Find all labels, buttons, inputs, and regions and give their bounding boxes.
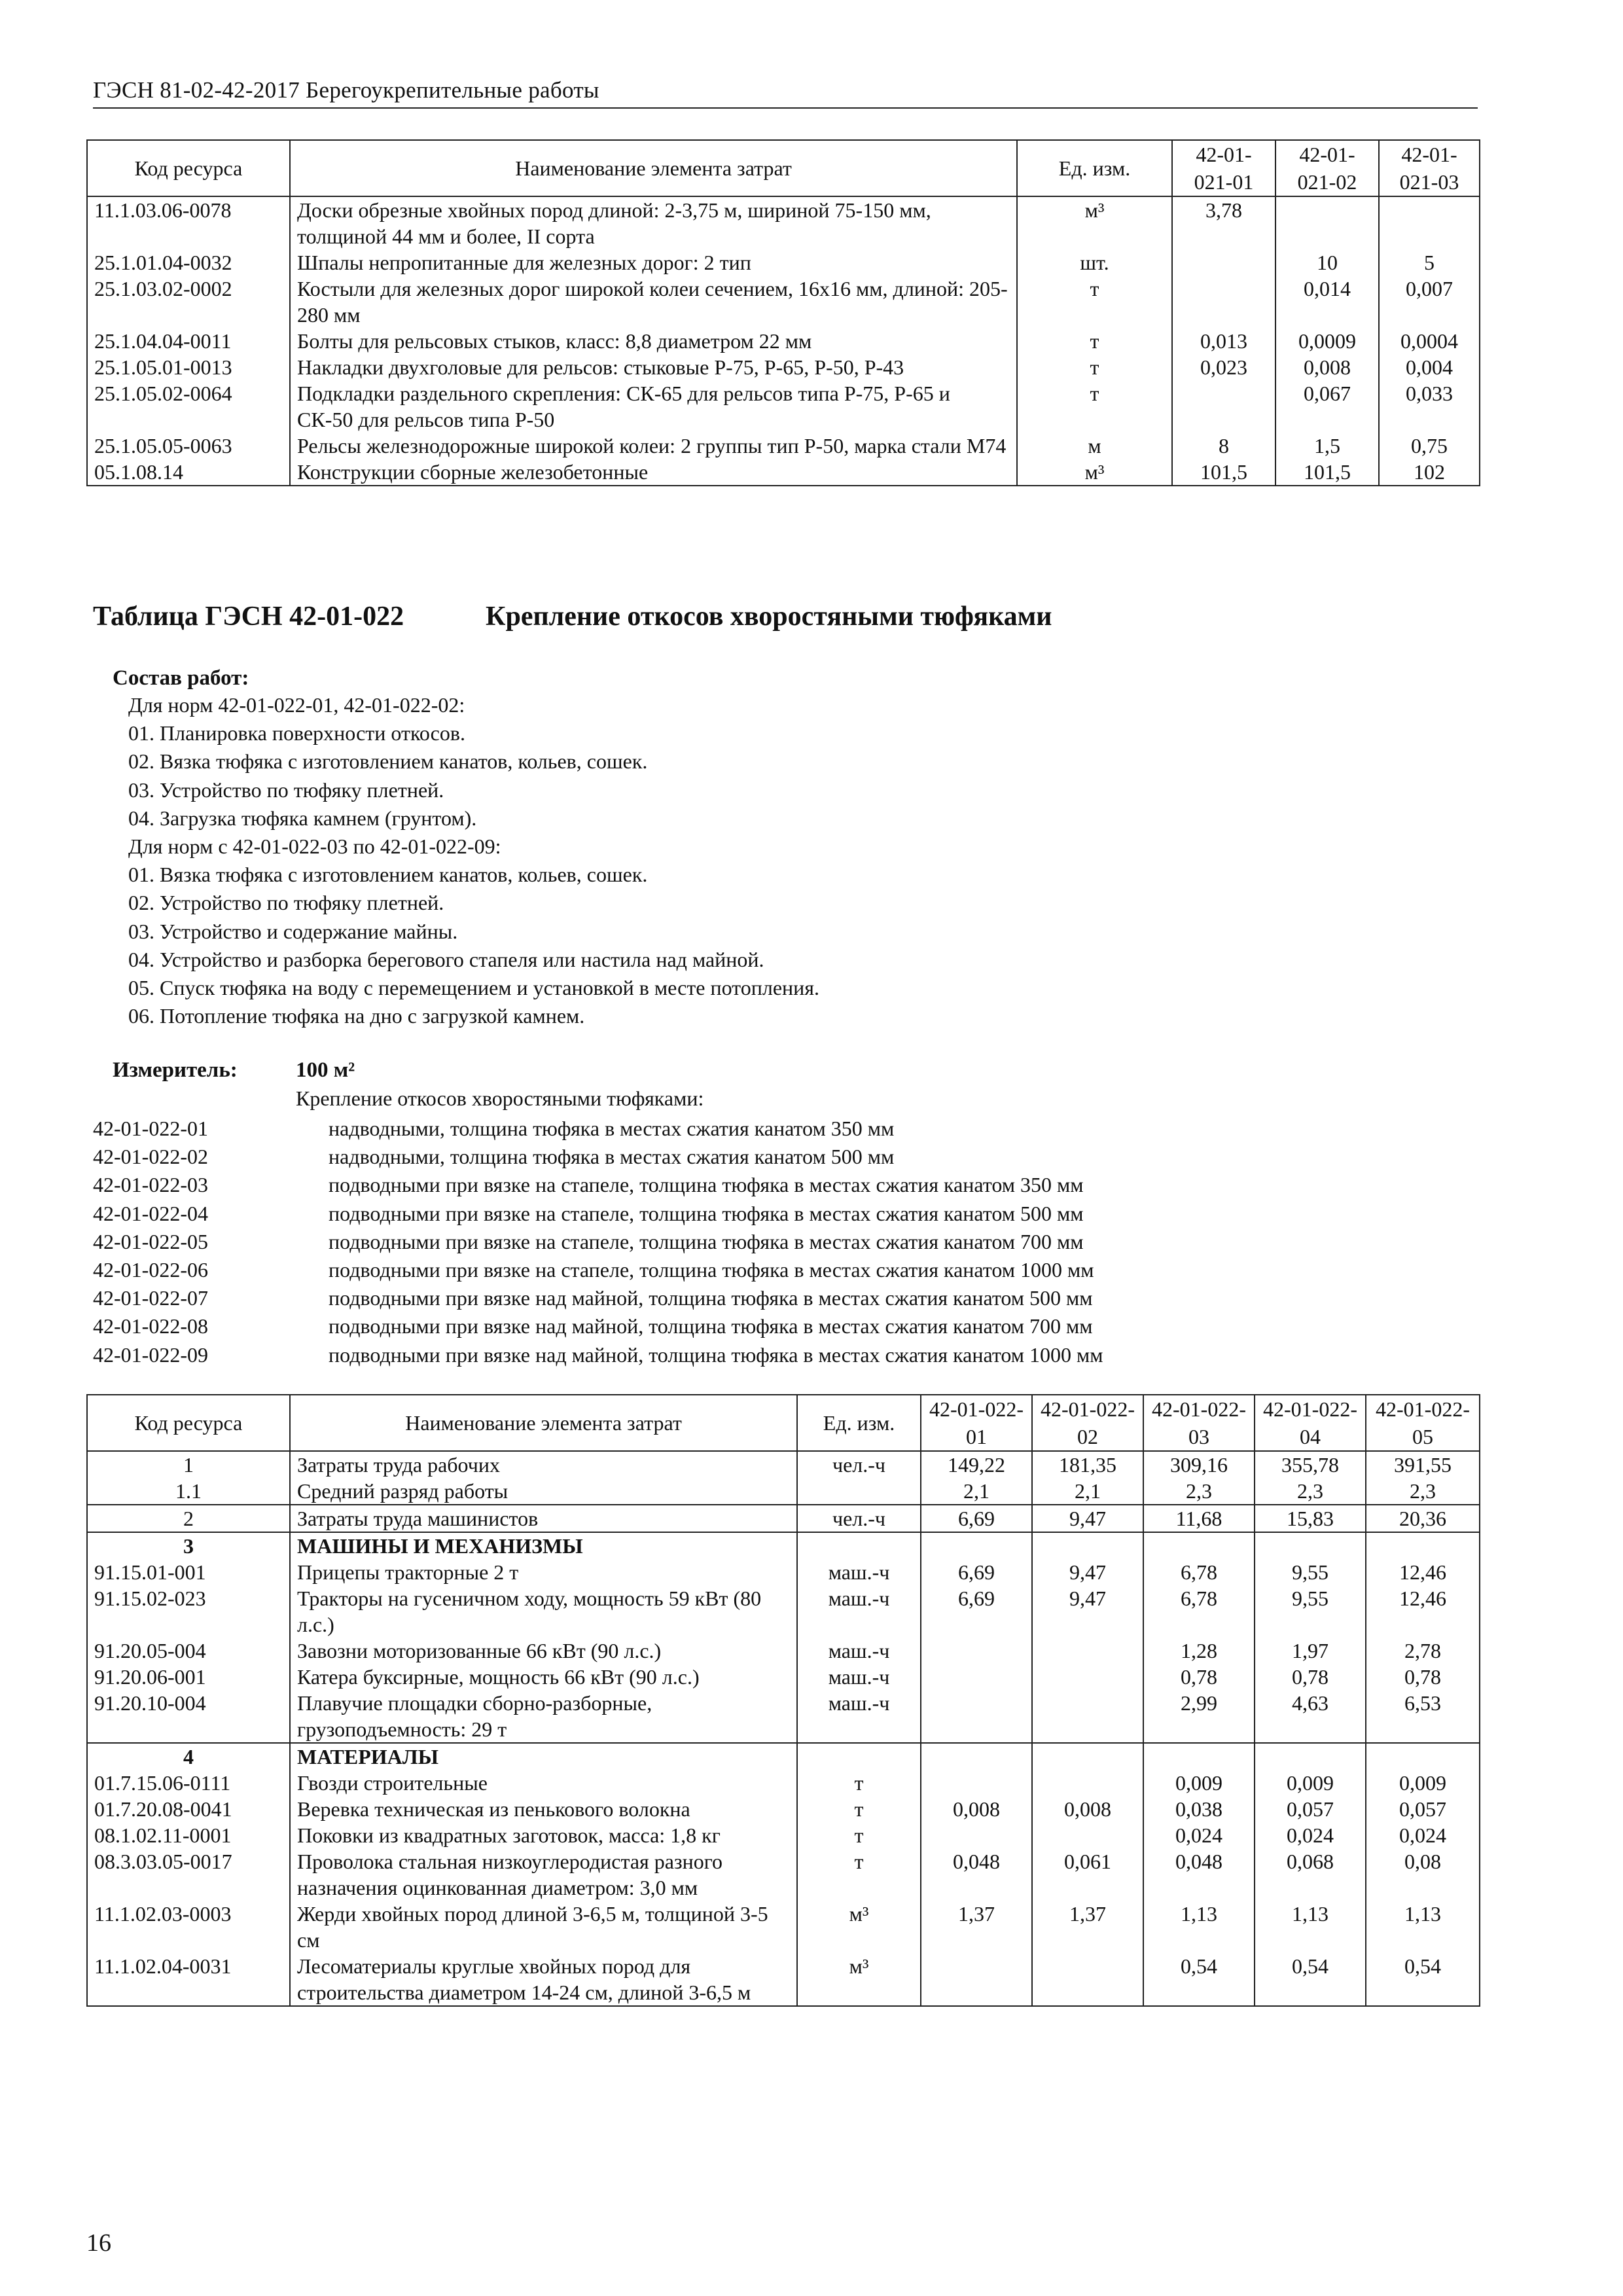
norm-value: 0,0004 — [1379, 328, 1480, 354]
table-row — [87, 1953, 1480, 2006]
composition-list — [128, 691, 819, 1030]
resource-unit: маш.-ч — [797, 1638, 921, 1664]
norm-value: 0,78 — [1366, 1664, 1480, 1690]
norm-value — [921, 1690, 1032, 1743]
resource-unit: т — [1017, 276, 1172, 328]
table-row — [87, 1585, 1480, 1638]
table-row — [87, 1796, 1480, 1822]
norm-value: 20,36 — [1366, 1505, 1480, 1532]
resource-code: 91.15.02-023 — [87, 1585, 290, 1638]
norm-value — [1032, 1822, 1143, 1848]
norm-description: надводными, толщина тюфяка в местах сжатия канатом 500 мм — [329, 1145, 895, 1169]
norm-value: 149,22 — [921, 1451, 1032, 1478]
norm-value: 181,35 — [1032, 1451, 1143, 1478]
norm-value — [1172, 380, 1275, 433]
resource-unit: т — [797, 1848, 921, 1901]
resource-name: Поковки из квадратных заготовок, масса: 1,8 кг — [290, 1822, 797, 1848]
norm-value: 0,024 — [1255, 1822, 1366, 1848]
norm-value: 0,007 — [1379, 276, 1480, 328]
resource-unit: т — [797, 1822, 921, 1848]
resource-name: Проволока стальная низкоуглеродистая разного назначения оцинкованная диаметром: 3,0 мм — [290, 1848, 797, 1901]
column-header-code: Код ресурса — [87, 140, 290, 196]
composition-item: 02. Устройство по тюфяку плетней. — [128, 891, 444, 915]
column-header-norm-3: 42-01-022-03 — [1143, 1395, 1255, 1451]
resource-name: МАШИНЫ И МЕХАНИЗМЫ — [290, 1532, 797, 1559]
resource-code: 11.1.03.06-0078 — [87, 196, 290, 249]
norm-value: 0,75 — [1379, 433, 1480, 459]
norm-value — [921, 1532, 1032, 1559]
table-label: Таблица ГЭСН 42-01-022 — [93, 601, 404, 632]
norm-row — [93, 1341, 1103, 1369]
norm-value: 101,5 — [1275, 459, 1379, 486]
norm-value: 4,63 — [1255, 1690, 1366, 1743]
norm-description: подводными при вязке над майной, толщина тюфяка в местах сжатия канатом 700 мм — [329, 1314, 1093, 1338]
norm-code: 42-01-022-04 — [93, 1201, 208, 1225]
table-row — [87, 276, 1480, 328]
resource-name: Костыли для железных дорог широкой колеи сечением, 16х16 мм, длиной: 205-280 мм — [290, 276, 1017, 328]
resource-unit: маш.-ч — [797, 1585, 921, 1638]
resource-unit: м³ — [1017, 196, 1172, 249]
composition-heading: Состав работ: — [113, 666, 249, 690]
resource-code: 25.1.05.05-0063 — [87, 433, 290, 459]
norm-value: 391,55 — [1366, 1451, 1480, 1478]
resource-unit — [797, 1743, 921, 1770]
norm-value: 355,78 — [1255, 1451, 1366, 1478]
resource-code: 91.20.05-004 — [87, 1638, 290, 1664]
column-header-name: Наименование элемента затрат — [290, 140, 1017, 196]
norm-value: 102 — [1379, 459, 1480, 486]
resource-unit: т — [797, 1796, 921, 1822]
norm-value: 0,78 — [1143, 1664, 1255, 1690]
norm-description: подводными при вязке на стапеле, толщина тюфяка в местах сжатия канатом 1000 мм — [329, 1258, 1094, 1282]
composition-item: Для норм с 42-01-022-03 по 42-01-022-09: — [128, 834, 501, 859]
norm-value: 0,54 — [1255, 1953, 1366, 2006]
resource-name: Жерди хвойных пород длиной 3-6,5 м, толщиной 3-5 см — [290, 1901, 797, 1953]
table-row — [87, 1478, 1480, 1505]
composition-item: 06. Потопление тюфяка на дно с загрузкой камнем. — [128, 1004, 585, 1028]
column-header-unit: Ед. изм. — [797, 1395, 921, 1451]
table-row — [87, 1901, 1480, 1953]
resource-unit: шт. — [1017, 249, 1172, 276]
norm-description: подводными при вязке над майной, толщина тюфяка в местах сжатия канатом 500 мм — [329, 1286, 1093, 1310]
composition-item: 03. Устройство по тюфяку плетней. — [128, 778, 444, 802]
norm-value — [921, 1743, 1032, 1770]
norm-code: 42-01-022-07 — [93, 1286, 208, 1310]
norm-value: 0,068 — [1255, 1848, 1366, 1901]
norm-value: 0,008 — [1032, 1796, 1143, 1822]
norm-code: 42-01-022-08 — [93, 1314, 208, 1338]
resource-code: 91.20.10-004 — [87, 1690, 290, 1743]
norm-value: 0,024 — [1366, 1822, 1480, 1848]
norm-value — [1366, 1743, 1480, 1770]
table-row — [87, 249, 1480, 276]
norm-description: подводными при вязке на стапеле, толщина тюфяка в местах сжатия канатом 350 мм — [329, 1173, 1084, 1197]
norm-value: 2,1 — [921, 1478, 1032, 1505]
resource-unit — [797, 1478, 921, 1505]
table-row — [87, 196, 1480, 249]
page-number: 16 — [86, 2229, 111, 2257]
norm-value — [1032, 1664, 1143, 1690]
norm-value: 2,3 — [1366, 1478, 1480, 1505]
norm-value: 0,0009 — [1275, 328, 1379, 354]
norms-list — [93, 1115, 1103, 1369]
column-header-norm-4: 42-01-022-04 — [1255, 1395, 1366, 1451]
norm-value — [1143, 1532, 1255, 1559]
norm-value — [1143, 1743, 1255, 1770]
norm-row — [93, 1171, 1103, 1199]
resource-unit: т — [1017, 354, 1172, 380]
table-row — [87, 328, 1480, 354]
resource-name: Прицепы тракторные 2 т — [290, 1559, 797, 1585]
norm-value — [1172, 276, 1275, 328]
resource-name: Средний разряд работы — [290, 1478, 797, 1505]
composition-item: Для норм 42-01-022-01, 42-01-022-02: — [128, 693, 465, 717]
norm-value: 0,067 — [1275, 380, 1379, 433]
norm-code: 42-01-022-06 — [93, 1258, 208, 1282]
norm-value: 0,033 — [1379, 380, 1480, 433]
norm-value: 0,009 — [1255, 1770, 1366, 1796]
resource-name: Катера буксирные, мощность 66 кВт (90 л.с.) — [290, 1664, 797, 1690]
norm-value: 12,46 — [1366, 1585, 1480, 1638]
resource-code: 11.1.02.04-0031 — [87, 1953, 290, 2006]
norm-value: 12,46 — [1366, 1559, 1480, 1585]
norm-value: 1,37 — [921, 1901, 1032, 1953]
norm-value: 0,024 — [1143, 1822, 1255, 1848]
resource-code: 3 — [87, 1532, 290, 1559]
norm-value — [921, 1638, 1032, 1664]
norm-value: 0,78 — [1255, 1664, 1366, 1690]
norm-value: 101,5 — [1172, 459, 1275, 486]
table-row — [87, 1451, 1480, 1478]
column-header-norm-1: 42-01-022-01 — [921, 1395, 1032, 1451]
norm-value: 1,13 — [1255, 1901, 1366, 1953]
norm-value: 0,54 — [1366, 1953, 1480, 2006]
table-row — [87, 380, 1480, 433]
norm-description: надводными, толщина тюфяка в местах сжатия канатом 350 мм — [329, 1117, 895, 1140]
norm-value: 0,004 — [1379, 354, 1480, 380]
resource-unit: м³ — [797, 1901, 921, 1953]
resource-unit: т — [1017, 328, 1172, 354]
column-header-norm-2: 42-01-021-02 — [1275, 140, 1379, 196]
norm-value: 6,78 — [1143, 1559, 1255, 1585]
norm-row — [93, 1312, 1103, 1340]
table-row — [87, 433, 1480, 459]
norm-value: 10 — [1275, 249, 1379, 276]
norm-row — [93, 1256, 1103, 1284]
resource-name: Накладки двухголовые для рельсов: стыковые Р-75, Р-65, Р-50, Р-43 — [290, 354, 1017, 380]
resource-code: 1.1 — [87, 1478, 290, 1505]
resource-unit: маш.-ч — [797, 1664, 921, 1690]
table-title: Крепление откосов хворостяными тюфяками — [486, 601, 1052, 632]
table-row — [87, 1638, 1480, 1664]
resource-unit — [797, 1532, 921, 1559]
norm-value: 0,014 — [1275, 276, 1379, 328]
norm-row — [93, 1284, 1103, 1312]
norm-value: 1,13 — [1143, 1901, 1255, 1953]
table-row — [87, 1770, 1480, 1796]
resource-name: Затраты труда машинистов — [290, 1505, 797, 1532]
norm-value: 0,013 — [1172, 328, 1275, 354]
resource-name: Болты для рельсовых стыков, класс: 8,8 диаметром 22 мм — [290, 328, 1017, 354]
norm-row — [93, 1200, 1103, 1228]
resource-code: 25.1.01.04-0032 — [87, 249, 290, 276]
norm-value: 3,78 — [1172, 196, 1275, 249]
norm-value: 15,83 — [1255, 1505, 1366, 1532]
composition-item: 02. Вязка тюфяка с изготовлением канатов, кольев, сошек. — [128, 749, 648, 774]
norm-value: 0,08 — [1366, 1848, 1480, 1901]
column-header-code: Код ресурса — [87, 1395, 290, 1451]
resource-code: 25.1.05.01-0013 — [87, 354, 290, 380]
column-header-norm-1: 42-01-021-01 — [1172, 140, 1275, 196]
composition-item: 05. Спуск тюфяка на воду с перемещением и установкой в месте потопления. — [128, 976, 819, 1000]
resource-name: Доски обрезные хвойных пород длиной: 2-3,75 м, шириной 75-150 мм, толщиной 44 мм и более, II сорта — [290, 196, 1017, 249]
norm-value: 9,47 — [1032, 1559, 1143, 1585]
norm-value: 1,97 — [1255, 1638, 1366, 1664]
norm-value: 0,057 — [1366, 1796, 1480, 1822]
resource-name: Тракторы на гусеничном ходу, мощность 59 кВт (80 л.с.) — [290, 1585, 797, 1638]
norm-value: 0,038 — [1143, 1796, 1255, 1822]
norm-value: 0,048 — [1143, 1848, 1255, 1901]
norm-code: 42-01-022-05 — [93, 1229, 208, 1253]
table-row — [87, 1664, 1480, 1690]
norm-value: 1,37 — [1032, 1901, 1143, 1953]
resource-name: Завозни моторизованные 66 кВт (90 л.с.) — [290, 1638, 797, 1664]
norm-value: 2,3 — [1255, 1478, 1366, 1505]
norm-code: 42-01-022-09 — [93, 1342, 208, 1367]
resource-code: 25.1.05.02-0064 — [87, 380, 290, 433]
resource-name: Плавучие площадки сборно-разборные, грузоподъемность: 29 т — [290, 1690, 797, 1743]
norm-value: 9,47 — [1032, 1505, 1143, 1532]
table-row — [87, 354, 1480, 380]
norm-value: 0,009 — [1366, 1770, 1480, 1796]
norm-value — [921, 1770, 1032, 1796]
table-row — [87, 1532, 1480, 1559]
column-header-norm-5: 42-01-022-05 — [1366, 1395, 1480, 1451]
composition-item: 01. Вязка тюфяка с изготовлением канатов, кольев, сошек. — [128, 863, 648, 887]
norm-row — [93, 1143, 1103, 1171]
norm-description: подводными при вязке над майной, толщина тюфяка в местах сжатия канатом 1000 мм — [329, 1342, 1103, 1367]
norm-value: 1,13 — [1366, 1901, 1480, 1953]
norm-value: 6,69 — [921, 1559, 1032, 1585]
resource-name: Конструкции сборные железобетонные — [290, 459, 1017, 486]
measure-description: Крепление откосов хворостяными тюфяками: — [296, 1086, 704, 1110]
norm-code: 42-01-022-01 — [93, 1117, 208, 1140]
resources-table-021 — [86, 139, 1480, 486]
norm-value: 1,5 — [1275, 433, 1379, 459]
resource-name: МАТЕРИАЛЫ — [290, 1743, 797, 1770]
resource-code: 08.1.02.11-0001 — [87, 1822, 290, 1848]
resource-code: 25.1.03.02-0002 — [87, 276, 290, 328]
resource-unit: чел.-ч — [797, 1451, 921, 1478]
norm-value: 309,16 — [1143, 1451, 1255, 1478]
column-header-norm-3: 42-01-021-03 — [1379, 140, 1480, 196]
resource-unit: м³ — [1017, 459, 1172, 486]
table-row — [87, 1559, 1480, 1585]
norm-value: 5 — [1379, 249, 1480, 276]
norm-value — [1172, 249, 1275, 276]
table-row — [87, 1505, 1480, 1532]
composition-item: 03. Устройство и содержание майны. — [128, 919, 458, 943]
norm-value: 0,023 — [1172, 354, 1275, 380]
norm-value — [1032, 1532, 1143, 1559]
resource-code: 1 — [87, 1451, 290, 1478]
norm-value: 1,28 — [1143, 1638, 1255, 1664]
norm-value: 0,048 — [921, 1848, 1032, 1901]
norm-value: 0,54 — [1143, 1953, 1255, 2006]
resource-name: Рельсы железнодорожные широкой колеи: 2 группы тип Р-50, марка стали М74 — [290, 433, 1017, 459]
norm-description: подводными при вязке на стапеле, толщина тюфяка в местах сжатия канатом 500 мм — [329, 1201, 1084, 1225]
norm-value: 9,55 — [1255, 1585, 1366, 1638]
measure-label: Измеритель: — [113, 1058, 238, 1082]
norm-value — [1032, 1953, 1143, 2006]
resource-code: 11.1.02.03-0003 — [87, 1901, 290, 1953]
norm-value — [1032, 1770, 1143, 1796]
norm-value: 8 — [1172, 433, 1275, 459]
resource-unit: маш.-ч — [797, 1690, 921, 1743]
table-row — [87, 1743, 1480, 1770]
resource-code: 25.1.04.04-0011 — [87, 328, 290, 354]
table-row — [87, 1690, 1480, 1743]
resource-name: Гвозди строительные — [290, 1770, 797, 1796]
norm-value — [1032, 1690, 1143, 1743]
resource-name: Шпалы непропитанные для железных дорог: 2 тип — [290, 249, 1017, 276]
resource-name: Веревка техническая из пенькового волокна — [290, 1796, 797, 1822]
resource-unit: т — [797, 1770, 921, 1796]
resource-code: 4 — [87, 1743, 290, 1770]
norm-value: 0,009 — [1143, 1770, 1255, 1796]
page-header: ГЭСН 81-02-42-2017 Берегоукрепительные работы — [93, 77, 1478, 109]
norm-value: 6,53 — [1366, 1690, 1480, 1743]
resources-table-022 — [86, 1394, 1480, 2007]
norm-code: 42-01-022-02 — [93, 1145, 208, 1169]
measure-value: 100 м² — [296, 1058, 355, 1082]
column-header-norm-2: 42-01-022-02 — [1032, 1395, 1143, 1451]
norm-value — [1379, 196, 1480, 249]
norm-value: 9,55 — [1255, 1559, 1366, 1585]
resource-code: 91.15.01-001 — [87, 1559, 290, 1585]
norm-value: 2,78 — [1366, 1638, 1480, 1664]
column-header-name: Наименование элемента затрат — [290, 1395, 797, 1451]
norm-value — [1275, 196, 1379, 249]
resource-unit: м — [1017, 433, 1172, 459]
resource-code: 08.3.03.05-0017 — [87, 1848, 290, 1901]
resource-unit: т — [1017, 380, 1172, 433]
norm-value — [1255, 1532, 1366, 1559]
resource-unit: м³ — [797, 1953, 921, 2006]
norm-value: 0,057 — [1255, 1796, 1366, 1822]
resource-code: 2 — [87, 1505, 290, 1532]
norm-value: 0,008 — [1275, 354, 1379, 380]
table-row — [87, 1822, 1480, 1848]
composition-item: 04. Загрузка тюфяка камнем (грунтом). — [128, 806, 477, 830]
norm-value: 6,69 — [921, 1505, 1032, 1532]
norm-value — [1366, 1532, 1480, 1559]
resource-code: 05.1.08.14 — [87, 459, 290, 486]
composition-item: 01. Планировка поверхности откосов. — [128, 721, 465, 745]
norm-value — [921, 1822, 1032, 1848]
table-row — [87, 459, 1480, 486]
resource-unit: чел.-ч — [797, 1505, 921, 1532]
column-header-unit: Ед. изм. — [1017, 140, 1172, 196]
norm-value: 6,78 — [1143, 1585, 1255, 1638]
resource-unit: маш.-ч — [797, 1559, 921, 1585]
norm-value: 0,008 — [921, 1796, 1032, 1822]
resource-code: 01.7.20.08-0041 — [87, 1796, 290, 1822]
norm-value: 11,68 — [1143, 1505, 1255, 1532]
norm-value: 2,1 — [1032, 1478, 1143, 1505]
norm-value — [1032, 1638, 1143, 1664]
norm-value: 6,69 — [921, 1585, 1032, 1638]
composition-item: 04. Устройство и разборка берегового стапеля или настила над майной. — [128, 947, 764, 971]
norm-row — [93, 1115, 1103, 1143]
table-row — [87, 1848, 1480, 1901]
norm-code: 42-01-022-03 — [93, 1173, 208, 1197]
norm-value — [1255, 1743, 1366, 1770]
resource-name: Затраты труда рабочих — [290, 1451, 797, 1478]
resource-code: 01.7.15.06-0111 — [87, 1770, 290, 1796]
norm-value — [921, 1664, 1032, 1690]
resource-name: Лесоматериалы круглые хвойных пород для строительства диаметром 14-24 см, длиной 3-6,5 м — [290, 1953, 797, 2006]
norm-value: 2,99 — [1143, 1690, 1255, 1743]
norm-value: 0,061 — [1032, 1848, 1143, 1901]
norm-value — [1032, 1743, 1143, 1770]
norm-value: 9,47 — [1032, 1585, 1143, 1638]
norm-description: подводными при вязке на стапеле, толщина тюфяка в местах сжатия канатом 700 мм — [329, 1229, 1084, 1253]
norm-value: 2,3 — [1143, 1478, 1255, 1505]
resource-code: 91.20.06-001 — [87, 1664, 290, 1690]
norm-value — [921, 1953, 1032, 2006]
resource-name: Подкладки раздельного скрепления: СК-65 для рельсов типа Р-75, Р-65 и СК-50 для рельсов типа Р-50 — [290, 380, 1017, 433]
norm-row — [93, 1228, 1103, 1256]
